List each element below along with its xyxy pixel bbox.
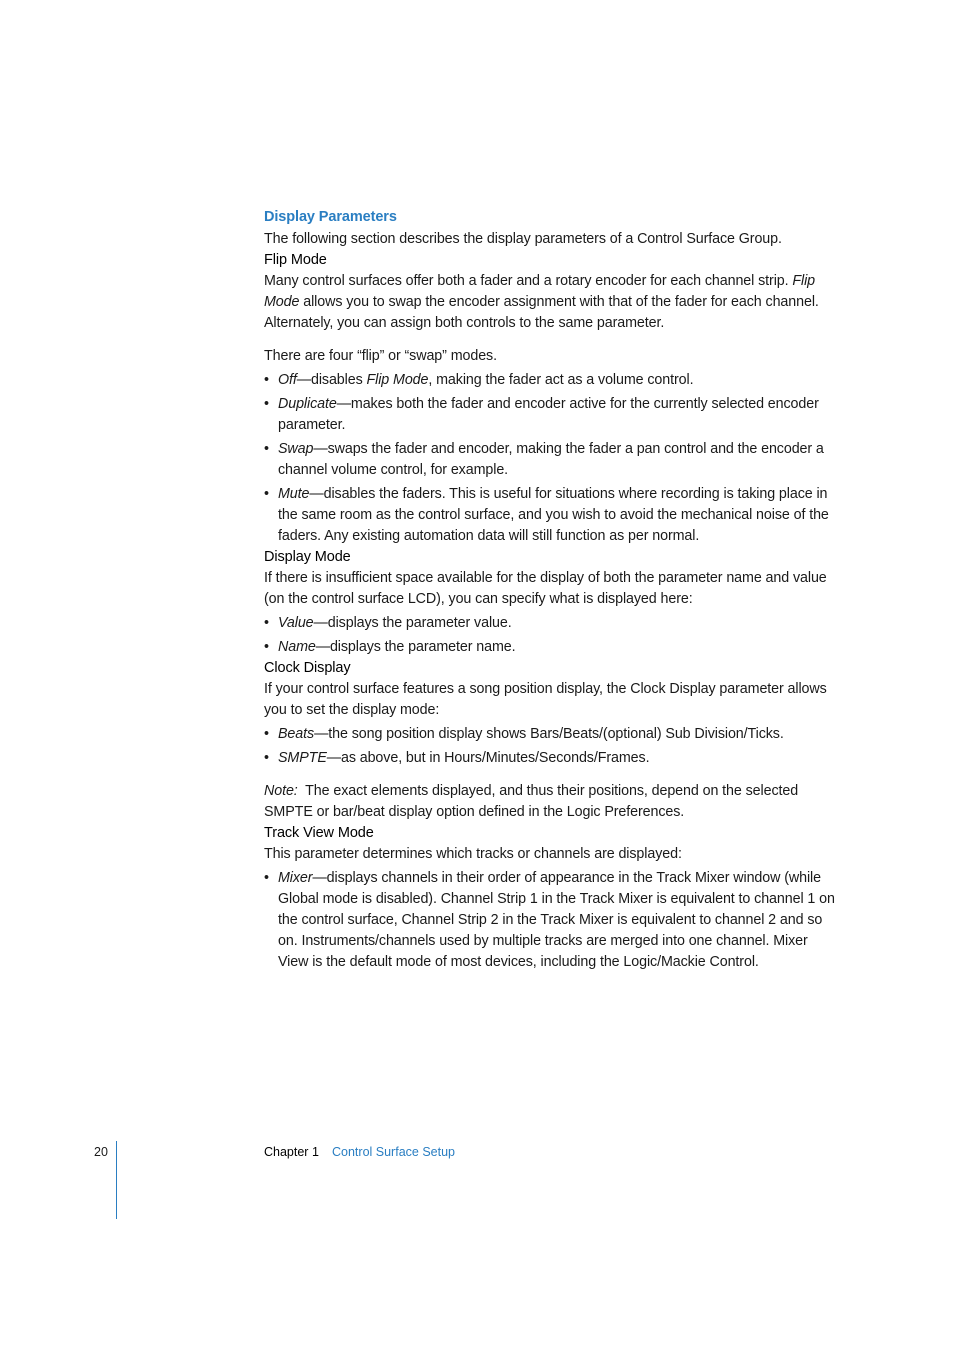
note-label: Note: xyxy=(264,783,298,799)
list-item: • Beats—the song position display shows Bars/Beats/(optional) Sub Division/Ticks. xyxy=(264,724,838,745)
chapter-title-link[interactable]: Control Surface Setup xyxy=(332,1145,455,1159)
flip-mode-heading: Flip Mode xyxy=(264,252,327,268)
bullet-icon: • xyxy=(264,615,269,631)
track-view-mode-heading: Track View Mode xyxy=(264,825,374,841)
bullet-icon: • xyxy=(264,441,269,457)
list-item: • SMPTE—as above, but in Hours/Minutes/Seconds/Frames. xyxy=(264,748,838,769)
flip-mode-intro-list: There are four “flip” or “swap” modes. xyxy=(264,348,497,364)
display-mode-list xyxy=(264,613,838,658)
bullet-icon: • xyxy=(264,726,269,742)
flip-mode-list xyxy=(264,370,838,547)
list-item: • Value—displays the parameter value. xyxy=(264,613,838,634)
clock-display-heading: Clock Display xyxy=(264,660,351,676)
list-item: • Mute—disables the faders. This is useful for situations where recording is taking place in the same room as the control surface, and you wish to avoid the mechanical noise of the faders. Any existing automation data will still function as per normal. xyxy=(264,486,829,544)
flip-mode-paragraph: Many control surfaces offer both a fader and a rotary encoder for each channel strip. Flip Mode allows you to swap the encoder assignment with that of the fader for each channel. Alternately, you can assign both controls to the same parameter. xyxy=(264,273,819,331)
bullet-icon: • xyxy=(264,639,269,655)
clock-display-list xyxy=(264,724,838,769)
list-item: • Name—displays the parameter name. xyxy=(264,637,838,658)
display-mode-paragraph: If there is insufficient space available for the display of both the parameter name and value (on the control surface LCD), you can specify what is displayed here: xyxy=(264,570,827,607)
page-content xyxy=(264,205,838,973)
bullet-icon: • xyxy=(264,750,269,766)
bullet-icon: • xyxy=(264,870,269,886)
track-view-mode-paragraph: This parameter determines which tracks or channels are displayed: xyxy=(264,846,682,862)
section-title: Display Parameters xyxy=(264,209,397,225)
display-mode-heading: Display Mode xyxy=(264,549,351,565)
note-paragraph: Note: The exact elements displayed, and thus their positions, depend on the selected SMPTE or bar/beat display option defined in the Logic Preferences. xyxy=(264,783,802,820)
chapter-label: Chapter 1 xyxy=(264,1145,319,1159)
list-item: • Mixer—displays channels in their order of appearance in the Track Mixer window (while Global mode is disabled). Channel Strip 1 in the Track Mixer is equivalent to channel 1 on the control surface, Channel Strip 2 in the Track Mixer is equivalent to channel 2 and so on. Instruments/channels used by multiple tracks are merged into one channel. Mixer View is the default mode of most devices, including the Logic/Mackie Control. xyxy=(264,870,835,970)
bullet-icon: • xyxy=(264,372,269,388)
list-item: • Swap—swaps the fader and encoder, making the fader a pan control and the encoder a channel volume control, for example. xyxy=(264,441,824,478)
page-footer xyxy=(0,1141,954,1163)
page-number: 20 xyxy=(94,1145,108,1159)
section-intro: The following section describes the display parameters of a Control Surface Group. xyxy=(264,231,782,247)
bullet-icon: • xyxy=(264,486,269,502)
list-item: • Duplicate—makes both the fader and encoder active for the currently selected encoder parameter. xyxy=(264,396,819,433)
track-view-mode-list xyxy=(264,868,838,973)
list-item: • Off—disables Flip Mode, making the fader act as a volume control. xyxy=(264,370,838,391)
clock-display-paragraph: If your control surface features a song position display, the Clock Display parameter allows you to set the display mode: xyxy=(264,681,827,718)
bullet-icon: • xyxy=(264,396,269,412)
